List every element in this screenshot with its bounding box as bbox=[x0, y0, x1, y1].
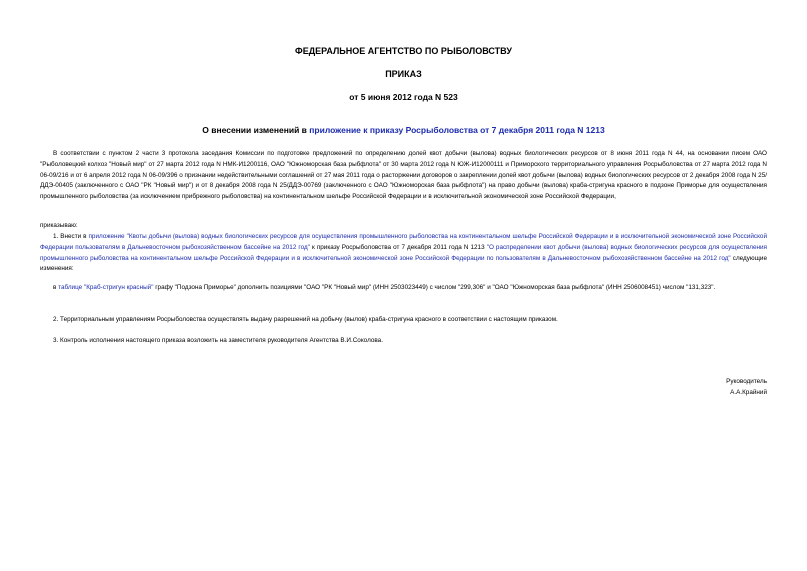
document-date-number: от 5 июня 2012 года N 523 bbox=[349, 92, 458, 102]
item-1-prefix: 1. Внести в bbox=[53, 233, 89, 240]
order-word: приказываю: bbox=[40, 222, 78, 229]
subitem-paragraph bbox=[40, 283, 767, 294]
order-1213-link[interactable]: "О распределении квот добычи (вылова) водных биологических ресурсов для осуществления промышленного рыболовства на континентальном шельфе Российской Федерации и в исключительной экономической зоне Российской Федерации по пользователям в Дальневосточном рыбохозяйственном бассейне на 2012 год" bbox=[40, 243, 767, 262]
appendix-quotas-link[interactable]: приложение "Квоты добычи (вылова) водных биологических ресурсов для осуществления промышленного рыболовства на континентальном шельфе Российской Федерации и в исключительной экономической зоне Российской Федерации пользователям в Дальневосточном рыбохозяйственном бассейне на 2012 год" bbox=[40, 233, 767, 251]
subitem-prefix: в bbox=[53, 284, 59, 291]
document-title bbox=[0, 125, 807, 135]
preamble-paragraph: В соответствии с пунктом 2 части 3 протокола заседания Комиссии по подготовке предложений по определению долей квот добычи (вылова) водных биологических ресурсов от 8 июня 2011 года N 44, на основании писем ОАО "Рыболовецкий колхоз "Новый мир" от 27 марта 2012 года N НМК-И1200116, ОАО "Южноморская база рыбфлота" от 30 марта 2012 года N ЮЖ-И12000111 и Приморского территориального управления Росрыболовства от 27 марта 2012 года N 06-09/216 и от 6 апреля 2012 года N 06-09/396 о признании недействительными соглашений от 27 мая 2011 года о расторжении договоров о закреплении долей квот добычи (вылова) водных биологических ресурсов от 2 декабря 2008 года N 25/ДДЭ-00405 (заключенного с ОАО "РК "Новый мир") и от 8 декабря 2008 года N 25/ДДЭ-00769 (заключенного с ОАО "Южноморская база рыбфлота") на право добычи (вылова) краба-стригуна красного в подзоне Приморье для осуществления промышленного рыболовства (за исключением прибрежного рыболовства) на континентальном шельфе Российской Федерации и в исключительной экономической зоне Российской Федерации, bbox=[40, 150, 767, 201]
crab-table-link[interactable]: таблице "Краб-стригун красный" bbox=[58, 284, 154, 291]
signature-name: А.А.Крайний bbox=[730, 389, 767, 396]
title-prefix: О внесении изменений в bbox=[202, 125, 310, 135]
title-link-appendix[interactable]: приложение к приказу Росрыболовства от 7 декабря 2011 года N 1213 bbox=[309, 125, 605, 135]
signature-position: Руководитель bbox=[726, 378, 767, 385]
item-3-paragraph: 3. Контроль исполнения настоящего приказа возложить на заместителя руководителя Агентства В.И.Соколова. bbox=[53, 337, 383, 344]
subitem-text: графу "Подзона Приморье" дополнить позициями "ОАО "РК "Новый мир" (ИНН 2503023449) с числом "299,306" и "ОАО "Южноморская база рыбфлота" (ИНН 2506008451) числом "131,323". bbox=[153, 284, 716, 291]
item-1-mid: к приказу Росрыболовства от 7 декабря 2011 года N 1213 bbox=[309, 243, 487, 251]
agency-name: ФЕДЕРАЛЬНОЕ АГЕНТСТВО ПО РЫБОЛОВСТВУ bbox=[295, 46, 512, 56]
item-1-paragraph bbox=[40, 232, 767, 275]
document-type: ПРИКАЗ bbox=[385, 69, 422, 79]
item-2-paragraph: 2. Территориальным управлениям Росрыболовства осуществлять выдачу разрешений на добычу (вылов) краба-стригуна красного в соответствии с настоящим приказом. bbox=[53, 316, 558, 323]
item-1-suffix: следующие изменения: bbox=[40, 254, 767, 273]
